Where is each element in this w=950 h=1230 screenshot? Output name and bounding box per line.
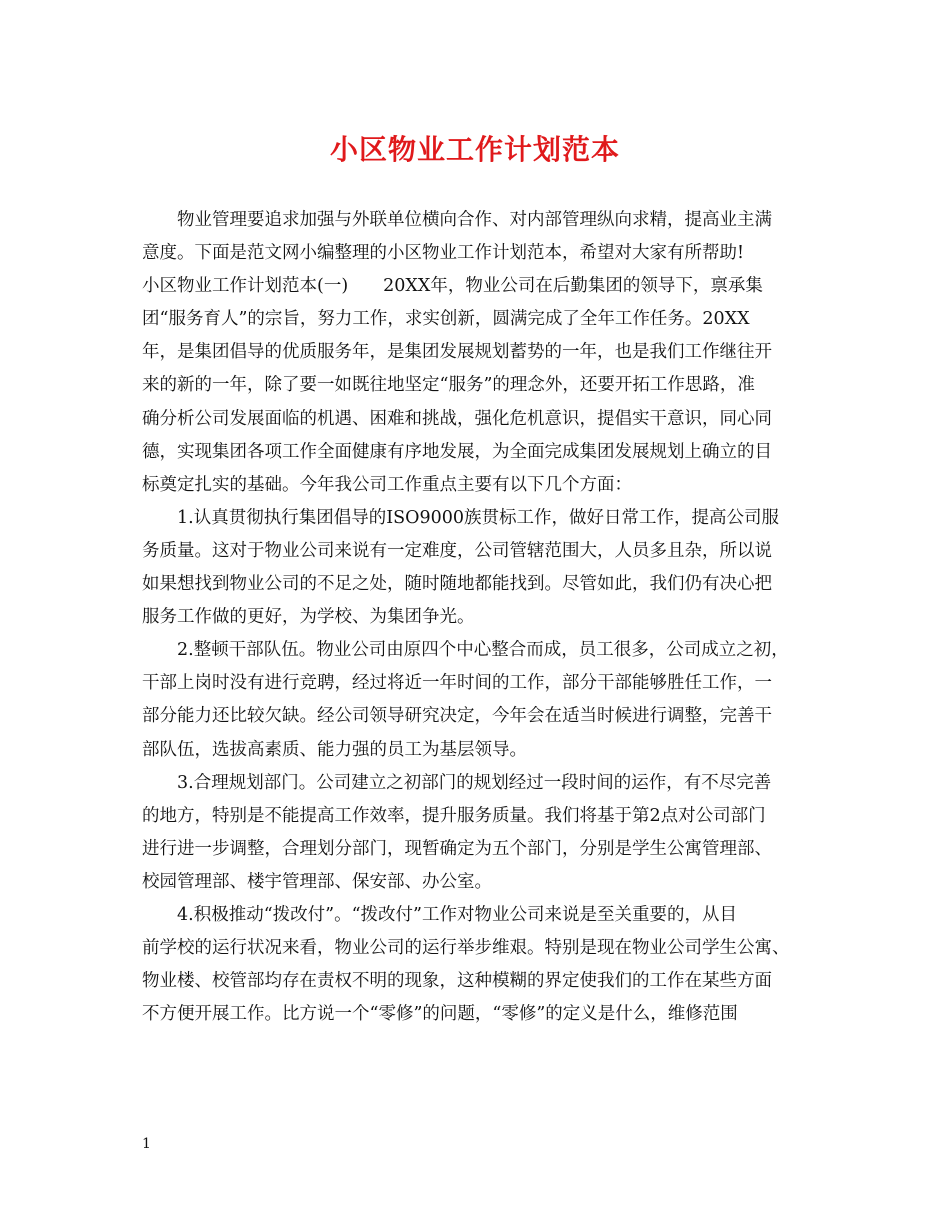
page-title: 小区物业工作计划范本: [329, 133, 620, 166]
text-line: 务质量。这对于物业公司来说有一定难度，公司管辖范围大，人员多且杂，所以说: [142, 540, 772, 561]
text-line: 干部上岗时没有进行竞聘，经过将近一年时间的工作，部分干部能够胜任工作，一: [142, 673, 772, 694]
text-line: 物业管理要追求加强与外联单位横向合作、对内部管理纵向求精，提高业主满: [177, 210, 772, 230]
text-line: 年，是集团倡导的优质服务年，是集团发展规划蓄势的一年，也是我们工作继往开: [142, 342, 772, 363]
text-line: 来的新的一年，除了要一如既往地坚定“服务”的理念外，还要开拓工作思路，准: [142, 375, 755, 396]
text-line: 德，实现集团各项工作全面健康有序地发展，为全面完成集团发展规划上确立的目: [142, 441, 772, 462]
text-line: 1.认真贯彻执行集团倡导的ISO9000族贯标工作，做好日常工作，提高公司服: [177, 507, 779, 528]
text-line: 意度。下面是范文网小编整理的小区物业工作计划范本，希望对大家有所帮助!: [142, 243, 745, 264]
text-line: 如果想找到物业公司的不足之处，随时随地都能找到。尽管如此，我们仍有决心把: [142, 574, 772, 595]
text-line: 物业楼、校管部均存在责权不明的现象，这种模糊的界定使我们的工作在某些方面: [142, 971, 772, 992]
text-line: 进行进一步调整，合理划分部门，现暂确定为五个部门，分别是学生公寓管理部、: [142, 838, 772, 859]
document-body: [142, 204, 814, 1031]
text-line: 服务工作做的更好，为学校、为集团争光。: [142, 607, 475, 628]
text-line: 小区物业工作计划范本(一) 20XX年，物业公司在后勤集团的领导下，禀承集: [142, 276, 763, 297]
text-line: 校园管理部、楼宇管理部、保安部、办公室。: [142, 871, 492, 892]
text-line: 部队伍，选拔高素质、能力强的员工为基层领导。: [142, 739, 527, 760]
text-line: 确分析公司发展面临的机遇、困难和挑战，强化危机意识，提倡实干意识，同心同: [142, 408, 772, 429]
text-line: 3.合理规划部门。公司建立之初部门的规划经过一段时间的运作，有不尽完善: [177, 772, 772, 793]
text-line: 标奠定扎实的基础。今年我公司工作重点主要有以下几个方面：: [142, 474, 632, 495]
text-line: 的地方，特别是不能提高工作效率，提升服务质量。我们将基于第2点对公司部门: [142, 805, 766, 826]
text-line: 前学校的运行状况来看，物业公司的运行举步维艰。特别是现在物业公司学生公寓、: [142, 938, 790, 959]
text-line: 4.积极推动“拨改付”。“拨改付”工作对物业公司来说是至关重要的，从目: [177, 904, 737, 925]
text-line: 2.整顿干部队伍。物业公司由原四个中心整合而成，员工很多，公司成立之初，: [177, 640, 789, 661]
text-line: 团“服务育人”的宗旨，努力工作，求实创新，圆满完成了全年工作任务。20XX: [142, 309, 750, 330]
text-line: 部分能力还比较欠缺。经公司领导研究决定，今年会在适当时候进行调整，完善干: [142, 706, 772, 727]
text-line: 不方便开展工作。比方说一个“零修”的问题，“零修”的定义是什么，维修范围: [142, 1004, 738, 1025]
page-number: 1: [142, 1136, 151, 1152]
